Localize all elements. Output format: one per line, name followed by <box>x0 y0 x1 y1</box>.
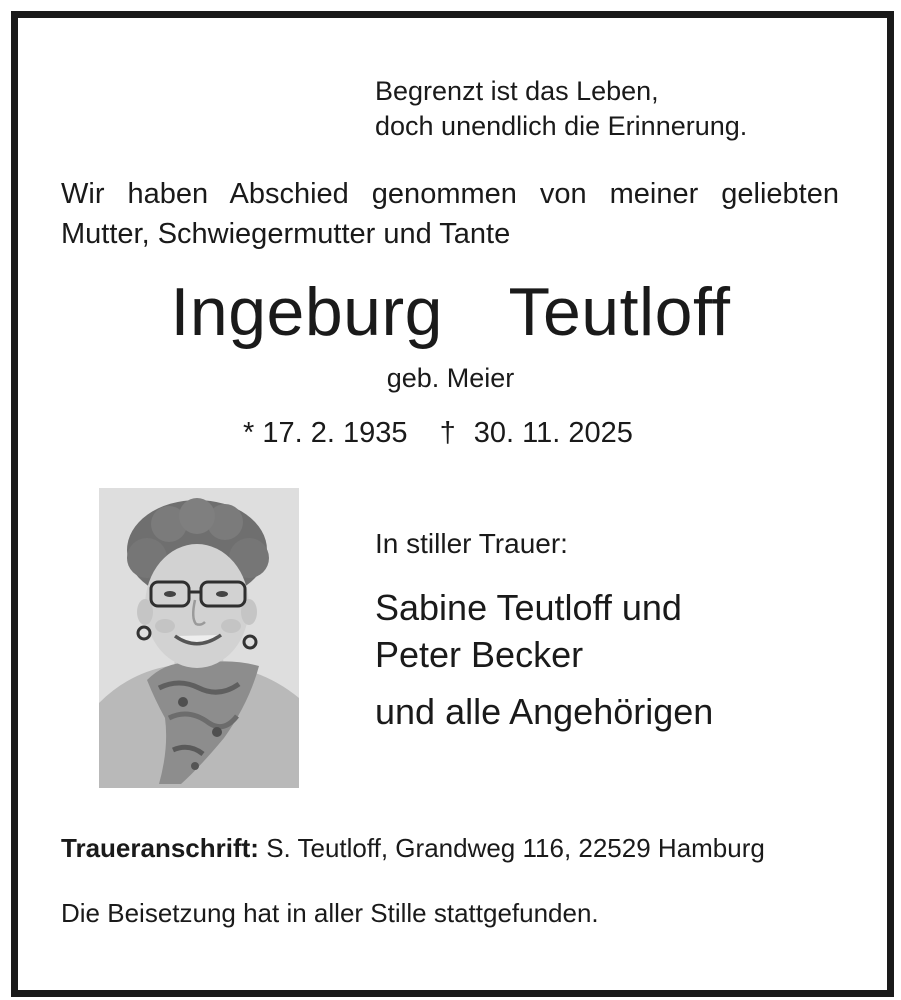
motto-line-2: doch unendlich die Erinnerung. <box>375 111 748 141</box>
portrait-photo <box>99 488 299 788</box>
mourner-line-3: und alle Angehörigen <box>375 691 714 732</box>
birth-symbol: * <box>243 417 255 449</box>
burial-note: Die Beisetzung hat in aller Stille stattgefunden. <box>61 898 599 928</box>
death-date: 30. 11. 2025 <box>473 417 633 449</box>
deceased-name: Ingeburg Teutloff <box>170 274 731 350</box>
birth-date: 17. 2. 1935 <box>262 417 408 449</box>
intro-line-2: Mutter, Schwiegermutter und Tante <box>61 218 511 250</box>
maiden-name: geb. Meier <box>386 363 515 393</box>
mourning-address <box>61 830 765 866</box>
address-value: S. Teutloff, Grandweg 116, 22529 Hamburg <box>266 833 765 863</box>
mourners-list <box>375 584 713 735</box>
mourner-line-2: Peter Becker <box>375 634 584 675</box>
mourner-line-1: Sabine Teutloff und <box>375 587 682 628</box>
intro-text <box>61 174 841 254</box>
motto <box>375 74 747 144</box>
motto-line-1: Begrenzt ist das Leben, <box>375 76 659 106</box>
portrait-illustration <box>99 488 299 788</box>
life-dates <box>243 414 633 452</box>
intro-line-1: Wir haben Abschied genommen von meiner geliebten <box>61 178 839 210</box>
address-label: Traueranschrift: <box>61 833 259 863</box>
mourning-label: In stiller Trauer: <box>375 528 568 559</box>
death-cross-icon: † <box>439 417 456 449</box>
